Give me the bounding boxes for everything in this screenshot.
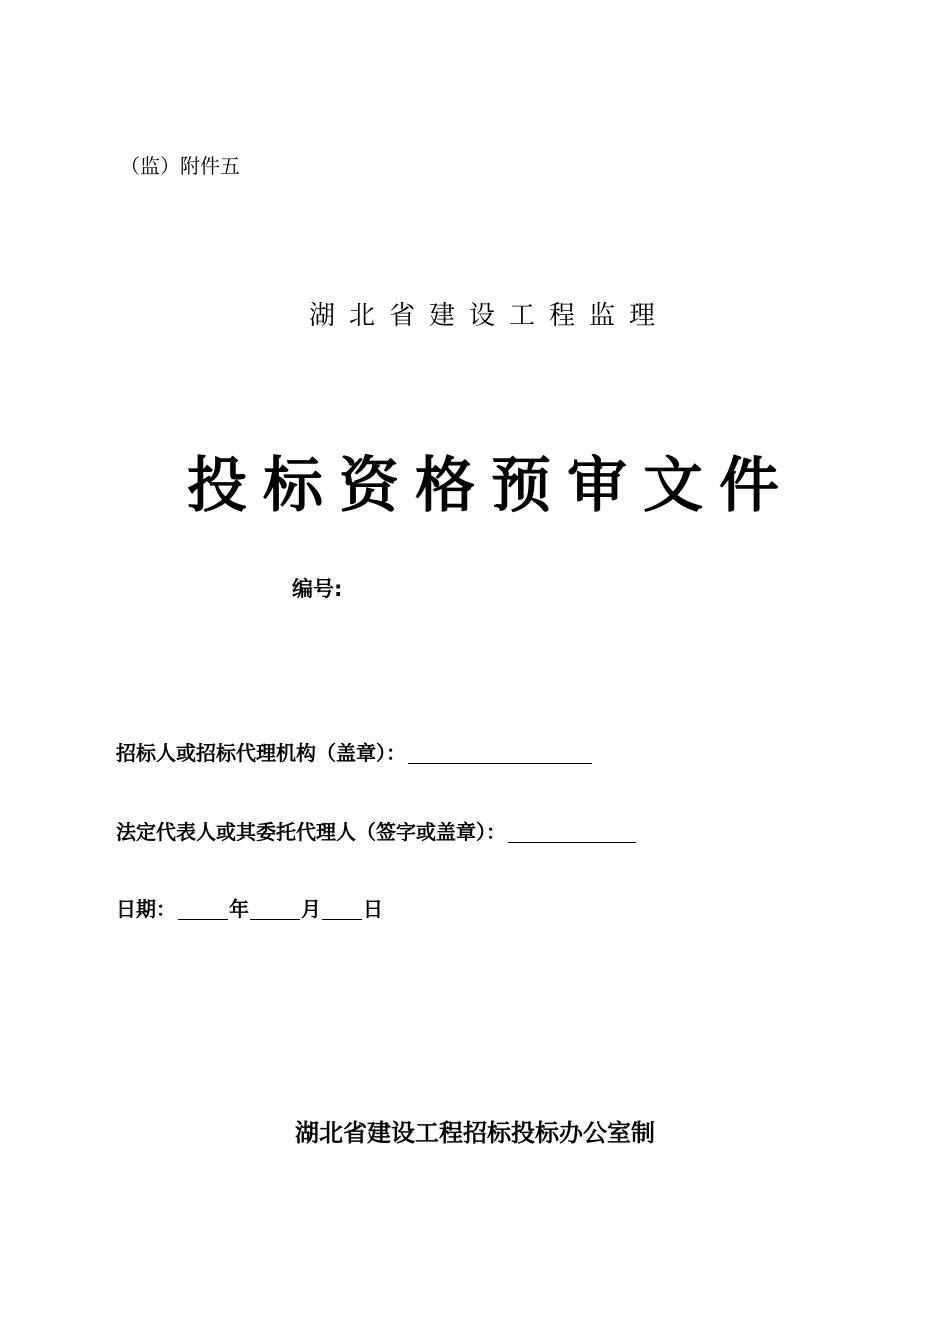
day-blank-line [322,899,362,920]
agency-field-row [116,737,592,766]
date-field-row [116,893,383,922]
representative-blank-line [508,822,636,843]
date-label: 日期： [116,897,176,921]
agency-blank-line [408,743,592,764]
year-blank-line [178,899,228,920]
document-number-label: 编号: [292,577,343,601]
representative-label: 法定代表人或其委托代理人（签字或盖章）： [116,820,506,844]
representative-field-row [116,816,636,845]
agency-label: 招标人或招标代理机构（盖章）： [116,741,406,765]
month-unit: 月 [301,897,321,921]
day-unit: 日 [363,897,383,921]
year-unit: 年 [229,897,249,921]
issuer-footer: 湖北省建设工程招标投标办公室制 [295,1119,655,1147]
month-blank-line [250,899,300,920]
document-subtitle: 湖北省建设工程监理 [308,301,669,331]
attachment-label: （监）附件五 [120,154,240,178]
document-title: 投标资格预审文件 [187,451,795,521]
